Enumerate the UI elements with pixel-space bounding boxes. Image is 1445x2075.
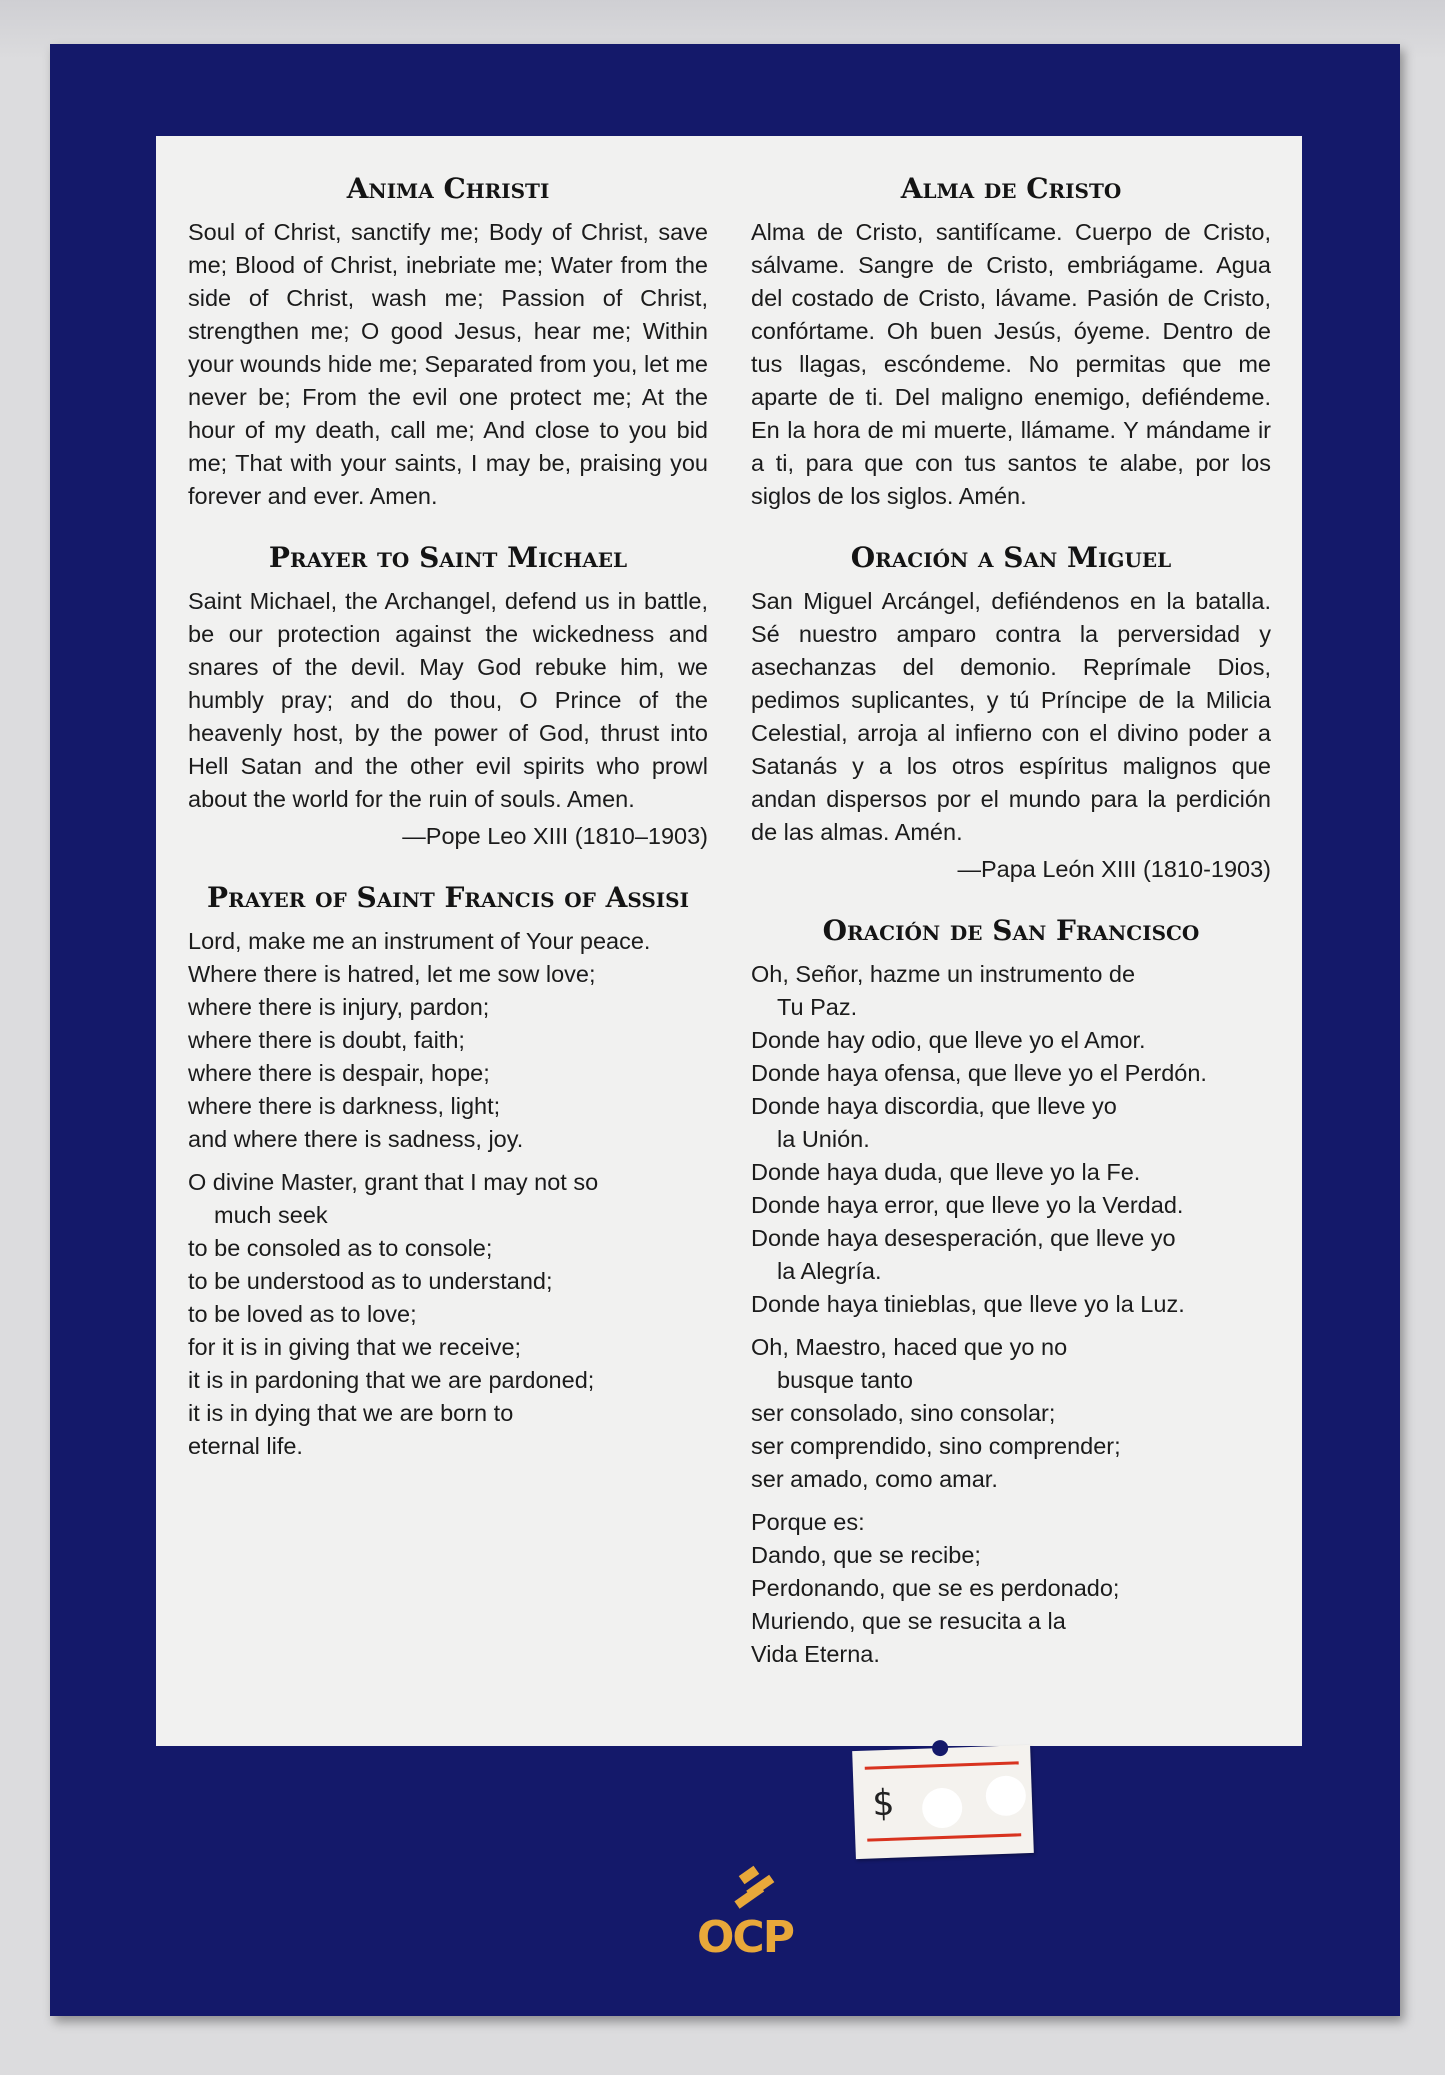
verse-line: Where there is hatred, let me sow love;	[188, 961, 596, 987]
spanish-column	[751, 172, 1271, 1699]
verse-line: where there is despair, hope;	[188, 1060, 490, 1086]
sticker-red-line	[865, 1761, 1019, 1769]
price-sticker	[852, 1745, 1034, 1859]
saint-francis-title: Prayer of Saint Francis of Assisi	[207, 881, 689, 914]
saint-michael-section	[188, 541, 708, 853]
verse-line: Perdonando, que se es perdonado;	[751, 1575, 1120, 1601]
verse-line: eternal life.	[188, 1433, 303, 1459]
anima-christi-section	[188, 172, 708, 513]
verse-line: ser amado, como amar.	[751, 1466, 998, 1492]
alma-de-cristo-section	[751, 172, 1271, 513]
verse-line: la Unión.	[777, 1126, 870, 1152]
san-miguel-text: San Miguel Arcángel, defiéndenos en la batalla. Sé nuestro amparo contra la perversidad y asechanzas del demonio. Reprímale Dios, pedimos suplicantes, y tú Príncipe de la Milicia Celestial, arroja al infierno con el divino poder a Satanás y a los otros espíritus malignos que andan dispersos por el mundo para la perdición de las almas. Amén.	[751, 588, 1271, 845]
san-miguel-section	[751, 541, 1271, 886]
verse-line: Oh, Maestro, haced que yo no	[751, 1334, 1068, 1360]
verse-line: where there is injury, pardon;	[188, 994, 490, 1020]
verse-line: O divine Master, grant that I may not so	[188, 1169, 599, 1195]
verse-line: Muriendo, que se resucita a la	[751, 1608, 1066, 1634]
anima-christi-text: Soul of Christ, sanctify me; Body of Christ, save me; Blood of Christ, inebriate me; Water from the side of Christ, wash me; Passion of Christ, strengthen me; O good Jesus, hear me; Within your wounds hide me; Separated from you, let me never be; From the evil one protect me; At the hour of my death, call me; And close to you bid me; That with your saints, I may be, praising you forever and ever. Amen.	[188, 219, 708, 509]
verse-line: Donde haya tinieblas, que lleve yo la Luz.	[751, 1291, 1185, 1317]
verse-line: la Alegría.	[777, 1258, 882, 1284]
anima-christi-title: Anima Christi	[346, 172, 550, 205]
san-francisco-title: Oración de San Francisco	[822, 914, 1200, 947]
san-francisco-stanza-3	[751, 1506, 1271, 1671]
verse-line: and where there is sadness, joy.	[188, 1126, 524, 1152]
verse-line: to be loved as to love;	[188, 1301, 417, 1327]
san-francisco-stanza-1	[751, 958, 1271, 1321]
saint-francis-section	[188, 881, 708, 1463]
san-francisco-stanza-2	[751, 1331, 1271, 1496]
verse-line: ser consolado, sino consolar;	[751, 1400, 1056, 1426]
verse-line: for it is in giving that we receive;	[188, 1334, 522, 1360]
verse-line: much seek	[214, 1202, 328, 1228]
verse-line: Donde hay odio, que lleve yo el Amor.	[751, 1027, 1146, 1053]
saint-michael-title: Prayer to Saint Michael	[268, 541, 628, 574]
ocp-logo-text: OCP	[697, 1912, 793, 1963]
verse-line: Vida Eterna.	[751, 1641, 880, 1667]
verse-line: Donde haya duda, que lleve yo la Fe.	[751, 1159, 1141, 1185]
san-francisco-section	[751, 914, 1271, 1671]
verse-line: to be consoled as to console;	[188, 1235, 493, 1261]
verse-line: busque tanto	[777, 1367, 913, 1393]
redaction-dot	[922, 1787, 963, 1828]
sticker-notch	[932, 1740, 949, 1757]
verse-line: where there is darkness, light;	[188, 1093, 501, 1119]
verse-line: it is in pardoning that we are pardoned;	[188, 1367, 595, 1393]
price-symbol: $	[871, 1782, 895, 1825]
english-column	[188, 172, 708, 1491]
booklet-back-cover	[50, 44, 1400, 2016]
ocp-logo-icon	[690, 1864, 800, 1964]
saint-michael-attribution: —Pope Leo XIII (1810–1903)	[402, 823, 708, 849]
sticker-red-line	[867, 1833, 1021, 1841]
saint-francis-stanza-1	[188, 925, 708, 1156]
verse-line: Dando, que se recibe;	[751, 1542, 981, 1568]
verse-line: Lord, make me an instrument of Your peace.	[188, 928, 651, 954]
verse-line: where there is doubt, faith;	[188, 1027, 465, 1053]
san-miguel-title: Oración a San Miguel	[850, 541, 1172, 574]
saint-francis-stanza-2	[188, 1166, 708, 1463]
verse-line: Donde haya ofensa, que lleve yo el Perdón.	[751, 1060, 1207, 1086]
saint-michael-text: Saint Michael, the Archangel, defend us in battle, be our protection against the wickedness and snares of the devil. May God rebuke him, we humbly pray; and do thou, O Prince of the heavenly host, by the power of God, thrust into Hell Satan and the other evil spirits who prowl about the world for the ruin of souls. Amen.	[188, 588, 708, 812]
verse-line: Donde haya discordia, que lleve yo	[751, 1093, 1117, 1119]
alma-de-cristo-title: Alma de Cristo	[900, 172, 1122, 205]
verse-line: Porque es:	[751, 1509, 865, 1535]
san-miguel-attribution: —Papa León XIII (1810-1903)	[957, 856, 1271, 882]
prayer-panel	[156, 136, 1302, 1746]
verse-line: Oh, Señor, hazme un instrumento de	[751, 961, 1136, 987]
redaction-dot	[985, 1775, 1026, 1816]
verse-line: Tu Paz.	[777, 994, 858, 1020]
verse-line: Donde haya desesperación, que lleve yo	[751, 1225, 1176, 1251]
alma-de-cristo-text: Alma de Cristo, santifícame. Cuerpo de Cristo, sálvame. Sangre de Cristo, embriágame. Agua del costado de Cristo, lávame. Pasión de Cristo, confórtame. Oh buen Jesús, óyeme. Dentro de tus llagas, escóndeme. No permitas que me aparte de ti. Del maligno enemigo, defiéndeme. En la hora de mi muerte, llámame. Y mándame ir a ti, para que con tus santos te alabe, por los siglos de los siglos. Amén.	[751, 219, 1271, 509]
verse-line: ser comprendido, sino comprender;	[751, 1433, 1121, 1459]
verse-line: Donde haya error, que lleve yo la Verdad.	[751, 1192, 1184, 1218]
verse-line: to be understood as to understand;	[188, 1268, 553, 1294]
verse-line: it is in dying that we are born to	[188, 1400, 514, 1426]
